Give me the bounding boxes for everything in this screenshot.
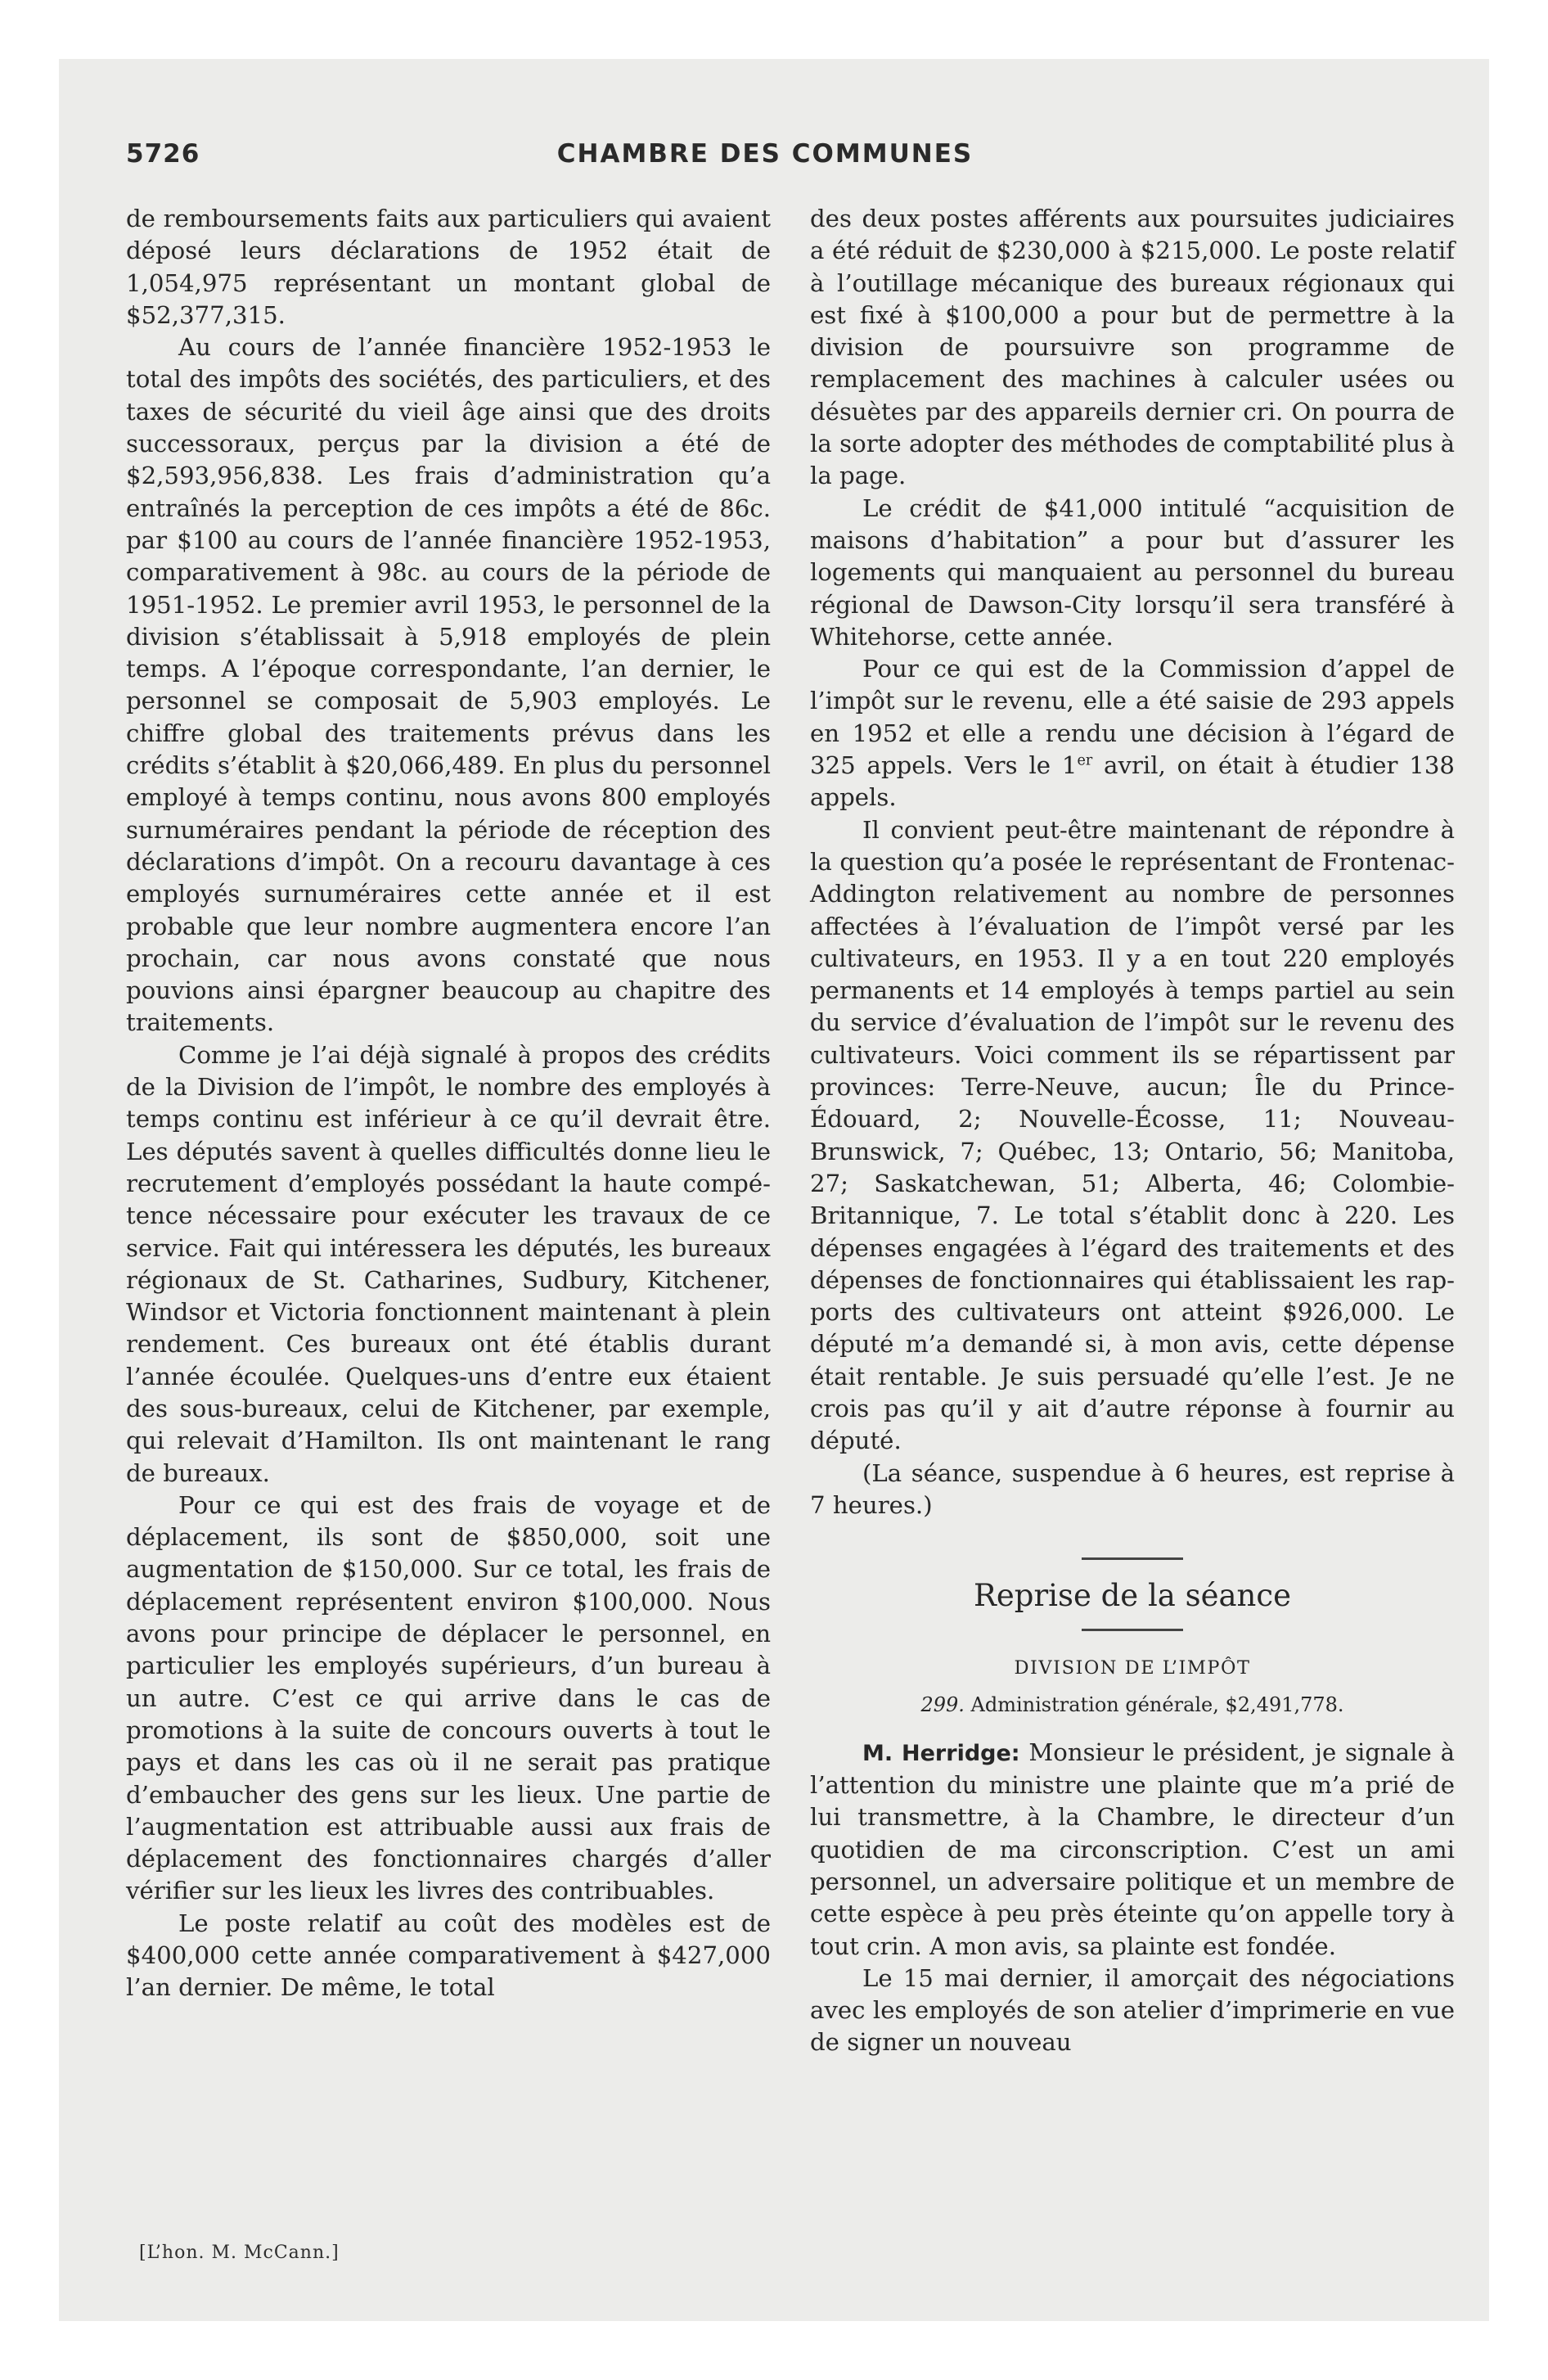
ordinal-superscript: er — [1077, 752, 1093, 769]
section-heading: Reprise de la séance — [974, 1578, 1291, 1614]
right-column — [810, 203, 1455, 2059]
paragraph: de remboursements faits aux particuliers qui avaient déposé leurs déclarations de 1952 était de 1,054,975 représentant un montant global de $52,377,315. — [126, 205, 771, 329]
paragraph: Pour ce qui est des frais de voyage et de déplacement, ils sont de $850,000, soit une augmentation de $150,000. Sur ce total, les frais de déplacement représentent environ $100,000. Nous avons pour principe de déplacer le personnel, en particulier les employés supérieurs, d’un bureau à un autre. C’est ce qui arrive dans le cas de promotions à la suite de concours ouverts à tout le pays et dans les cas où il ne serait pas pratique d’embaucher des gens sur les lieux. Une partie de l’augmentation est attribuable aussi aux frais de déplacement des fonctionnaires chargés d’aller vérifier sur les lieux les livres des contribuables. — [126, 1490, 771, 1905]
left-column — [126, 203, 771, 2004]
paragraph-text: Pour ce qui est de la Commission d’appel de l’impôt sur le revenu, elle a été saisie de 293 appels en 1952 et elle a rendu une décision à l’égard de 325 appels. Vers le 1 — [810, 655, 1455, 780]
heading-rule-bottom — [1082, 1629, 1183, 1631]
estimate-item — [810, 1689, 1455, 1721]
paragraph: Le crédit de $41,000 intitulé “acquisition de maisons d’habitation” a pour but d’assurer les logements qui manquaient au personnel du bureau régional de Dawson-City lorsqu’il sera transféré à Whitehorse, cette année. — [810, 494, 1455, 651]
paragraph: Le 15 mai dernier, il amorçait des négociations avec les employés de son atelier d’imprimerie en vue de signer un nouveau — [810, 1963, 1455, 2057]
paragraph: Comme je l’ai déjà signalé à propos des crédits de la Division de l’impôt, le nombre des employés à temps continu est inférieur à ce qu’il devrait être. Les députés savent à quelles difficultés donne lieu le recrutement d’employés possédant la haute compétence nécessaire pour exécuter les travaux de ce service. Fait qui intéressera les députés, les bureaux régionaux de St. Catharines, Sudbury, Kitchener, Windsor et Victoria fonctionnent maintenant à plein rendement. Ces bureaux ont été établis durant l’année écoulée. Quelques-uns d’entre eux étaient des sous-bureaux, celui de Kitchener, par exemple, qui relevait d’Hamilton. Ils ont maintenant le rang de bureaux. — [126, 1040, 771, 1487]
paragraph-text: avril, on était à étudier 138 appels. — [810, 751, 1455, 812]
running-head — [126, 139, 1404, 188]
paragraph: Il convient peut-être maintenant de répondre à la question qu’a posée le représentant de Frontenac-Addington relativement au nombre de personnes affectées à l’évaluation de l’impôt versé par les cultivateurs, en 1953. Il y a en tout 220 employés permanents et 14 employés à temps partiel au sein du service d’évaluation de l’impôt sur le revenu des cultivateurs. Voici comment ils se répartissent par provinces: Terre-Neuve, aucun; Île du Prince-Édouard, 2; Nouvelle-Écosse, 11; Nouveau-Brunswick, 7; Québec, 13; Ontario, 56; Manitoba, 27; Saskatchewan, 51; Alberta, 46; Colombie-Britannique, 7. Le total s’établit donc à 220. Les dépenses engagées à l’égard des traitements et des dépenses de fonctionnaires qui établissaient les rapports des cultivateurs ont atteint $926,000. Le député m’a demandé si, à mon avis, cette dépense était rentable. Je suis persuadé qu’elle l’est. Je ne crois pas qu’il y ait d’autre réponse à fournir au député. — [810, 815, 1455, 1455]
item-text: Administration générale, $2,491,778. — [964, 1693, 1344, 1717]
paragraph: des deux postes afférents aux poursuites judiciaires a été réduit de $230,000 à $215,000. Le poste relatif à l’outillage mécanique des bureaux régionaux qui est fixé à $100,000 a pour but de permettre à la division de poursuivre son programme de remplacement des machines à calculer usées ou désuètes par des appareils dernier cri. On pourra de la sorte adopter des méthodes de comptabilité plus à la page. — [810, 205, 1455, 490]
journal-title: CHAMBRE DES COMMUNES — [556, 139, 974, 169]
paragraph: Le poste relatif au coût des modèles est de $400,000 cette année comparativement à $427,000 l’an dernier. De même, le total — [126, 1909, 771, 2002]
heading-rule-top — [1082, 1557, 1183, 1560]
subheading: DIVISION DE L’IMPÔT — [1014, 1657, 1251, 1679]
page-number: 5726 — [126, 139, 200, 169]
paragraph-text: Monsieur le président, je signale à l’attention du ministre une plainte que m’a prié de lui transmettre, à la Chambre, le directeur d’un quotidien de ma circonscription. C’est un ami personnel, un adversaire politique et un membre de cette espèce à peu près éteinte qu’on appelle tory à tout crin. A mon avis, sa plainte est fondée. — [810, 1738, 1455, 1960]
paragraph: Au cours de l’année financière 1952-1953 le total des impôts des sociétés, des particuliers, et des taxes de sécurité du vieil âge ainsi que des droits successoraux, perçus par la division a été de $2,593,956,838. Les frais d’administration qu’a entraînés la perception de ces impôts a été de 86c. par $100 au cours de l’année financière 1952-1953, comparativement à 98c. au cours de la période de 1951-1952. Le premier avril 1953, le personnel de la division s’établissait à 5,918 employés de plein temps. A l’époque correspondante, l’an dernier, le personnel se composait de 5,903 employés. Le chiffre global des traitements prévus dans les crédits s’établit à $20,066,489. En plus du personnel employé à temps continu, nous avons 800 employés surnuméraires pendant la période de réception des déclarations d’impôt. On a recouru davantage à ces employés surnuméraires cette année et il est probable que leur nombre augmentera encore l’an prochain, car nous avons constaté que nous pouvions ainsi épargner beaucoup au chapitre des traitements. — [126, 333, 771, 1037]
speaker-name: M. Herridge: — [862, 1740, 1020, 1766]
speaker-attribution: [L’hon. M. McCann.] — [139, 2243, 340, 2263]
sitting-note: (La séance, suspendue à 6 heures, est reprise à 7 heures.) — [810, 1458, 1455, 1519]
paragraph — [810, 653, 1455, 814]
item-number: 299. — [920, 1693, 965, 1717]
paragraph — [810, 1737, 1455, 1963]
